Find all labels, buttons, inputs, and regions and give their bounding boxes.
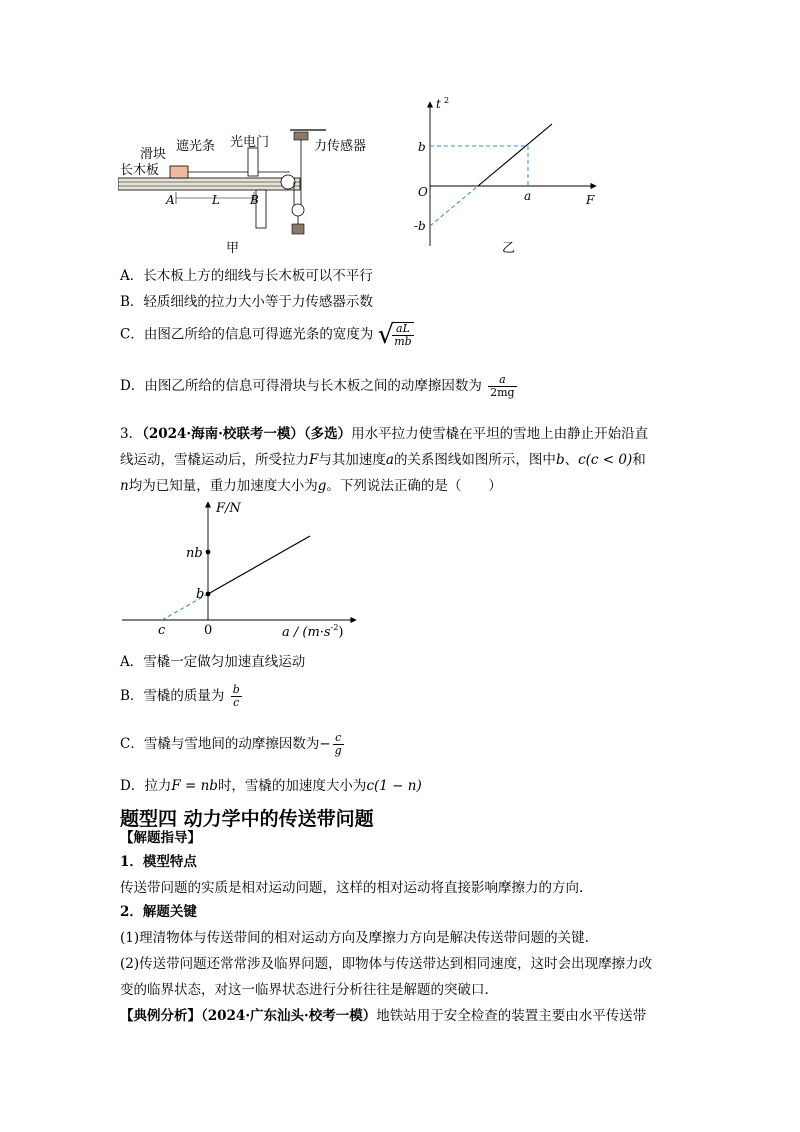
label-board: 长木板 bbox=[120, 163, 160, 178]
label-A: A bbox=[166, 193, 175, 207]
para-key-1: (1)理清物体与传送带间的相对运动方向及摩擦力方向是解决传送带问题的关键. bbox=[120, 930, 589, 946]
caption-jia: 甲 bbox=[226, 241, 240, 256]
slider-block bbox=[170, 166, 188, 178]
q3-stem-line2: 线运动，雪橇运动后，所受拉力F与其加速度a的关系图线如图所示，图中b、c(c < 0)和 bbox=[120, 452, 646, 468]
heading-model: 1．模型特点 bbox=[120, 854, 197, 870]
q2-option-a: A．长木板上方的细线与长木板可以不平行 bbox=[120, 268, 373, 284]
origin-0: 0 bbox=[204, 623, 213, 638]
pulley bbox=[281, 175, 295, 189]
label-slider: 滑块 bbox=[140, 147, 167, 162]
fraction: $\frac{b}{c}$ bbox=[232, 683, 240, 709]
figure-q3 bbox=[120, 496, 370, 644]
axis-label-t: t bbox=[436, 97, 441, 111]
q2-option-c: C．由图乙所给的信息可得遮光条的宽度为 √ $\frac{aL}{mb}$ bbox=[120, 322, 416, 348]
photogate bbox=[248, 148, 258, 176]
q3-stem-line1: 3．（2024·海南·校联考一模）（多选）用水平拉力使雪橇在平坦的雪地上由静止开始沿直 bbox=[120, 426, 649, 442]
para-key-2b: 变的临界状态，对这一临界状态进行分析往往是解题的突破口. bbox=[120, 982, 489, 998]
tick-b: b bbox=[418, 140, 426, 154]
fraction: $\frac{a}{2mg}$ bbox=[490, 373, 515, 399]
para-key-2a: (2)传送带问题还常常涉及临界问题，即物体与传送带达到相同速度，这时会出现摩擦力改 bbox=[120, 956, 653, 972]
axis-label-a: $a / (m\cdot s^{-2})$ bbox=[282, 623, 344, 640]
axis-label-F: F/N bbox=[216, 501, 241, 516]
section-title: 题型四 动力学中的传送带问题 bbox=[120, 808, 374, 830]
example-line: 【典例分析】（2024·广东汕头·校考一模）地铁站用于安全检查的装置主要由水平传送带 bbox=[120, 1008, 647, 1024]
tick-b: b bbox=[196, 587, 205, 602]
figure-yi bbox=[410, 96, 610, 256]
tick-a: a bbox=[524, 189, 532, 203]
fraction: $\frac{c}{g}$ bbox=[334, 731, 342, 757]
figure-jia bbox=[118, 118, 378, 258]
tick-nb: nb bbox=[186, 546, 203, 561]
point-b bbox=[206, 592, 211, 597]
solid-line bbox=[478, 124, 552, 186]
label-sensor: 力传感器 bbox=[314, 139, 367, 154]
force-sensor bbox=[294, 132, 308, 140]
q2-option-b: B．轻质细线的拉力大小等于力传感器示数 bbox=[120, 294, 373, 310]
q3-option-b: B．雪橇的质量为 $\frac{b}{c}$ bbox=[120, 683, 240, 709]
point-nb bbox=[206, 550, 211, 555]
q3-option-c: C．雪橇与雪地间的动摩擦因数为− $\frac{c}{g}$ bbox=[120, 731, 342, 757]
label-L: L bbox=[212, 193, 220, 207]
q3-stem-line3: n均为已知量，重力加速度大小为g。下列说法正确的是（ ） bbox=[120, 478, 502, 494]
label-strip: 遮光条 bbox=[176, 139, 216, 154]
para-model: 传送带问题的实质是相对运动问题，这样的相对运动将直接影响摩擦力的方向. bbox=[120, 880, 584, 896]
tick-c: c bbox=[158, 623, 166, 638]
solid-line bbox=[208, 536, 310, 594]
long-board bbox=[118, 178, 300, 190]
axis-label-t-exp: 2 bbox=[444, 96, 450, 105]
tick-neg-b: -b bbox=[414, 219, 426, 233]
caption-yi: 乙 bbox=[502, 241, 516, 256]
heading-key: 2．解题关键 bbox=[120, 904, 197, 920]
dashed-extension bbox=[430, 186, 478, 226]
label-gate: 光电门 bbox=[230, 135, 270, 150]
q3-option-d: D．拉力F = nb时，雪橇的加速度大小为c(1 − n) bbox=[120, 778, 422, 794]
hanging-weight bbox=[292, 224, 304, 234]
q3-option-a: A．雪橇一定做匀加速直线运动 bbox=[120, 654, 306, 670]
q2-option-d: D．由图乙所给的信息可得滑块与长木板之间的动摩擦因数为 $\frac{a}{2mg}$ bbox=[120, 373, 515, 399]
origin-O: O bbox=[418, 185, 428, 199]
axis-label-F: F bbox=[586, 193, 595, 207]
label-B: B bbox=[250, 193, 259, 207]
guide-heading: 【解题指导】 bbox=[120, 830, 201, 846]
sqrt-expression: √ $\frac{aL}{mb}$ bbox=[377, 320, 412, 350]
